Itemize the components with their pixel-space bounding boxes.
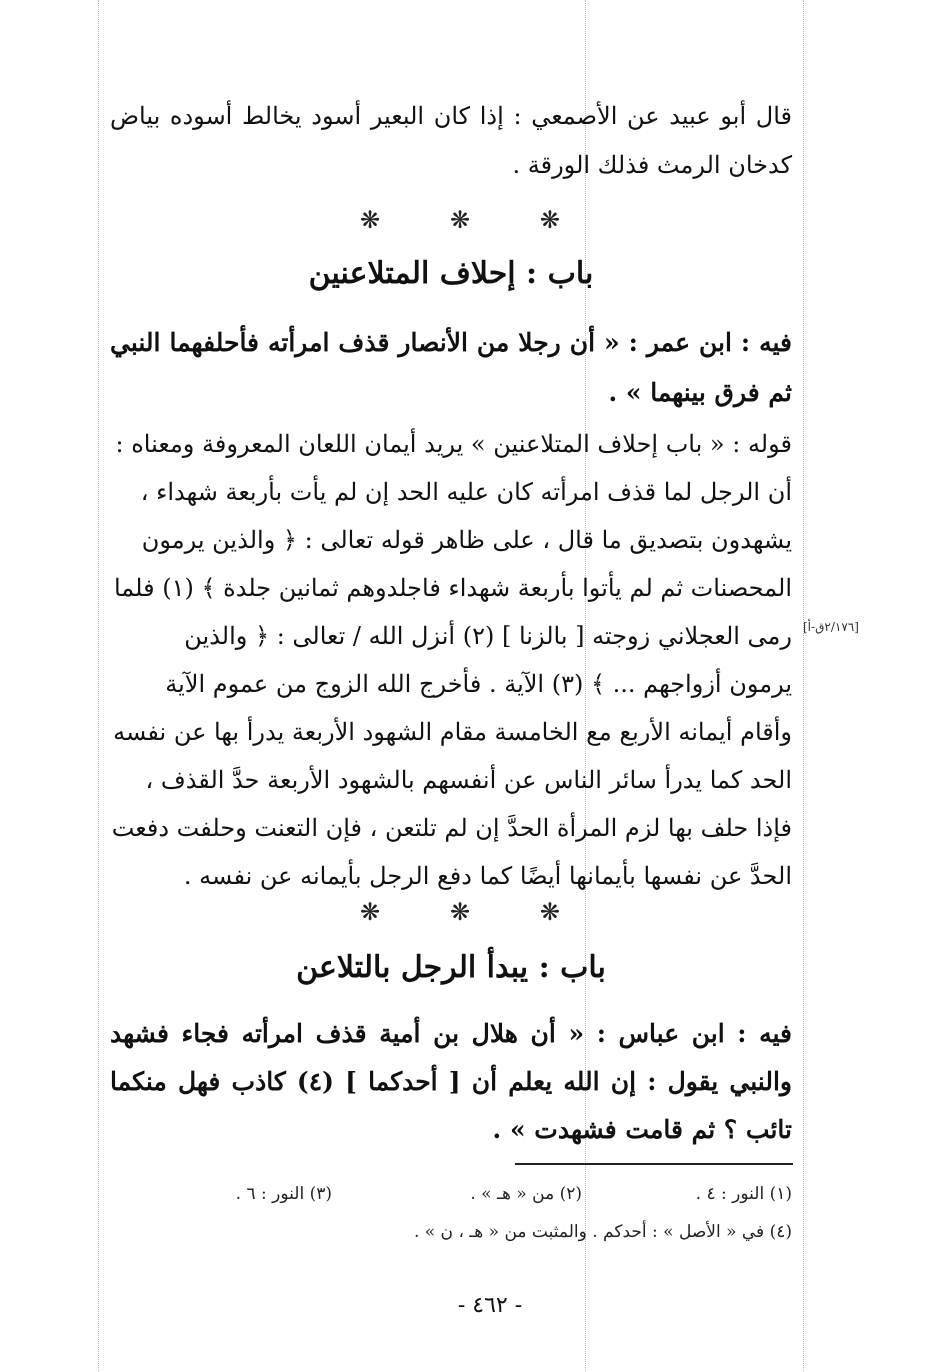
footnote: (١) النور : ٤ . xyxy=(695,1184,792,1204)
section-heading: باب : يبدأ الرجل بالتلاعن xyxy=(296,950,606,985)
commentary-line: الحد كما يدرأ سائر الناس عن أنفسهم بالشهود الأربعة حدَّ القذف ، xyxy=(145,766,792,794)
asterism-icon: ❋ xyxy=(539,898,560,926)
commentary-line: فإذا حلف بها لزم المرأة الحدَّ إن لم تلتعن ، فإن التعنت وحلفت دفعت xyxy=(111,814,792,842)
manuscript-folio-note: [٢/١٧٦ق-أ] xyxy=(803,620,859,634)
commentary-line: يرمون أزواجهم ... ﴾ (٣) الآية . فأخرج الله الزوج من عموم الآية xyxy=(165,670,792,698)
commentary-line: المحصنات ثم لم يأتوا بأربعة شهداء فاجلدوهم ثمانين جلدة ﴾ (١) فلما xyxy=(113,574,792,602)
asterism-icon: ❋ xyxy=(449,206,471,234)
footnote-separator xyxy=(515,1163,793,1165)
footnote: (٣) النور : ٦ . xyxy=(235,1184,332,1204)
asterism-icon: ❋ xyxy=(449,898,471,926)
commentary-line: أن الرجل لما قذف امرأته كان عليه الحد إن لم يأت بأربعة شهداء ، xyxy=(140,478,792,506)
scan-guide-line xyxy=(803,0,804,1372)
intro-paragraph: قال أبو عبيد عن الأصمعي : إذا كان البعير أسود يخالط أسوده بياض كدخان الرمث فذلك الورقة . xyxy=(110,102,792,179)
page-number: - ٤٦٢ - xyxy=(457,1293,523,1318)
footnote: (٢) من « هـ » . xyxy=(470,1184,582,1204)
hadith-text: فيه : ابن عمر : « أن رجلا من الأنصار قذف امرأته فأحلفهما النبي ثم فرق بينهما » . xyxy=(110,328,792,407)
hadith-text: فيه : ابن عباس : « أن هلال بن أمية قذف امرأته فجاء فشهد والنبي يقول : إن الله يعلم أن [ أحدكما ] (٤) كاذب فهل منكما تائب ؟ ثم قامت فشهدت » . xyxy=(110,1019,792,1144)
section-separator xyxy=(360,206,560,234)
commentary-line: قوله : « باب إحلاف المتلاعنين » يريد أيمان اللعان المعروفة ومعناه : xyxy=(115,430,792,458)
footnote: (٤) في « الأصل » : أحدكم . والمثبت من « هـ ، ن » . xyxy=(413,1222,792,1242)
commentary-line: رمى العجلاني زوجته [ بالزنا ] (٢) أنزل الله / تعالى : ﴿ والذين xyxy=(184,622,792,650)
section-separator xyxy=(360,898,560,926)
asterism-icon: ❋ xyxy=(360,206,381,234)
scan-guide-line xyxy=(98,0,99,1372)
commentary-line: الحدَّ عن نفسها بأيمانها أيضًا كما دفع الرجل بأيمانه عن نفسه . xyxy=(183,862,792,890)
asterism-icon: ❋ xyxy=(539,206,560,234)
section-heading: باب : إحلاف المتلاعنين xyxy=(308,256,594,291)
commentary-line: يشهدون بتصديق ما قال ، على ظاهر قوله تعالى : ﴿ والذين يرمون xyxy=(141,526,792,554)
commentary-line: وأقام أيمانه الأربع مع الخامسة مقام الشهود الأربعة يدرأ بها عن نفسه xyxy=(113,718,792,746)
asterism-icon: ❋ xyxy=(360,898,381,926)
